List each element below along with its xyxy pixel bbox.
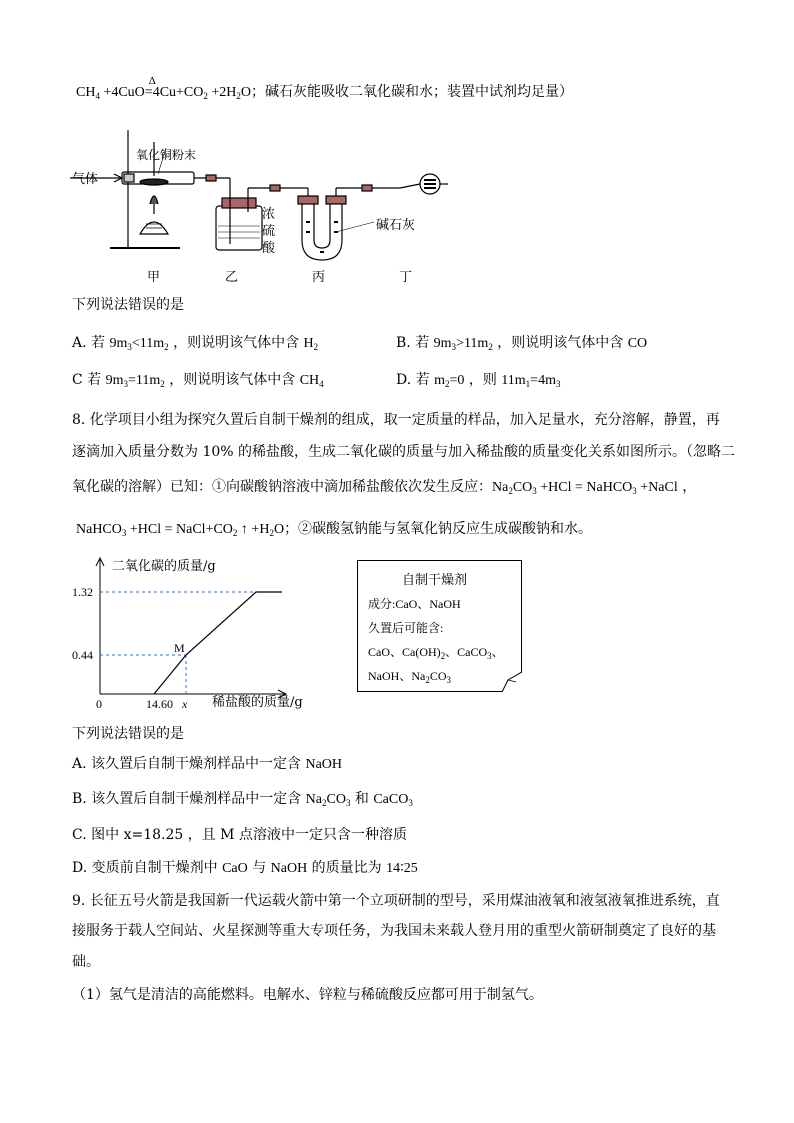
x-tick-14-60: 14.60 [146,697,173,711]
q8-line1: 8. 化学项目小组为探究久置后自制干燥剂的组成，取一定质量的样品，加入足量水，充分溶解，静置，再 [72,412,720,428]
point-m-label: M [174,641,185,655]
q9-line2: 接服务于载人空间站、火星探测等重大专项任务，为我国未来载人登月用的重型火箭研制奠定了良好的基 [72,923,716,939]
label-line4: NaOH、$Na_2CO_3$ [368,669,451,685]
station-bing: 丙 [312,270,326,285]
station-jia: 甲 [147,270,161,285]
q7-option-d: D. 若 $m_2=0$ ，则 $11m_1=4m_3$ [396,372,561,389]
q8-line4: NaHCO$_3$ $+HCl = NaCl+CO_2$ ↑ $+H_2O$；②碳酸氢钠能与氢氧化钠反应生成碳酸钠和水。 [76,521,593,538]
q8-line2: 逐滴加入质量分数为 10% 的稀盐酸，生成二氧化碳的质量与加入稀盐酸的质量变化关系如图所示。（忽略二 [72,444,736,460]
q8-option-c: C. 图中 x=18.25 ，且 M 点溶液中一定只含一种溶质 [72,827,407,843]
q9-line3: 础。 [72,954,100,970]
q8-option-a: A. 该久置后自制干燥剂样品中一定含 NaOH [72,756,343,772]
chart-xlabel: 稀盐酸的质量/g [212,695,303,710]
label-title: 自制干燥剂 [402,572,468,587]
q7-option-b: B. 若 $9m_3>11m_2$ ，则说明该气体中含 CO [396,335,648,352]
station-yi: 乙 [225,270,239,285]
y-tick-0-44: 0.44 [72,648,93,662]
label-line1: 成分:CaO、NaOH [368,597,461,611]
q8-line3: 氧化碳的溶解）已知：①向碳酸钠溶液中滴加稀盐酸依次发生反应：$Na_2CO_3 +HCl$ = NaHCO$_3$ +NaCl ， [72,479,697,496]
station-ding: 丁 [399,270,413,285]
chart-ylabel: 二氧化碳的质量/g [112,559,216,574]
reaction-tail: ；碱石灰能吸收二氧化碳和水；装置中试剂均足量） [251,84,574,100]
apparatus-diagram [70,122,450,287]
cuo-label: 氧化铜粉末 [136,148,197,162]
q9-line1: 9. 长征五号火箭是我国新一代运载火箭中第一个立项研制的型号，采用煤油液氧和液氢液氧推进系统，直 [72,893,720,909]
label-line2: 久置后可能含: [368,621,444,635]
wash-bottle [216,206,262,250]
label-folded-corner [502,672,522,692]
q8-option-b: B. 该久置后自制干燥剂样品中一定含 $Na_2CO_3$ 和 CaCO$_3$ [72,791,413,808]
desiccant-label-card [357,560,522,692]
reaction-line: $CH_4 +4CuO$ Δ $=4Cu+CO_2 +2H_2O$；碱石灰能吸收二氧化碳和水；装置中试剂均足量） [76,82,573,103]
gas-label: 气体 [72,172,99,187]
acid-label: 浓 硫 酸 [262,207,276,256]
x-tick-x: x [182,697,188,711]
q7-prompt: 下列说法错误的是 [72,297,184,313]
y-tick-1-32: 1.32 [72,585,93,599]
soda-lime-label: 碱石灰 [376,218,416,233]
q7-option-c: C 若 $9m_3=11m_2$ ，则说明该气体中含 $CH_4$ [72,372,324,389]
q8-prompt: 下列说法错误的是 [72,726,184,742]
cuo-powder [140,179,168,185]
q7-option-a: A. 若 $9m_3<11m_2$ ，则说明该气体中含 $H_2$ [72,335,319,352]
label-line3: CaO、$Ca(OH)_2$、CaCO$_3$、 [368,645,504,661]
origin-label: 0 [96,697,102,711]
q8-option-d: D. 变质前自制干燥剂中 CaO 与 NaOH 的质量比为 14∶25 [72,860,418,876]
q9-sub1: （1）氢气是清洁的高能燃料。电解水、锌粒与稀硫酸反应都可用于制氢气。 [72,987,543,1003]
heat-symbol: Δ [148,75,156,87]
